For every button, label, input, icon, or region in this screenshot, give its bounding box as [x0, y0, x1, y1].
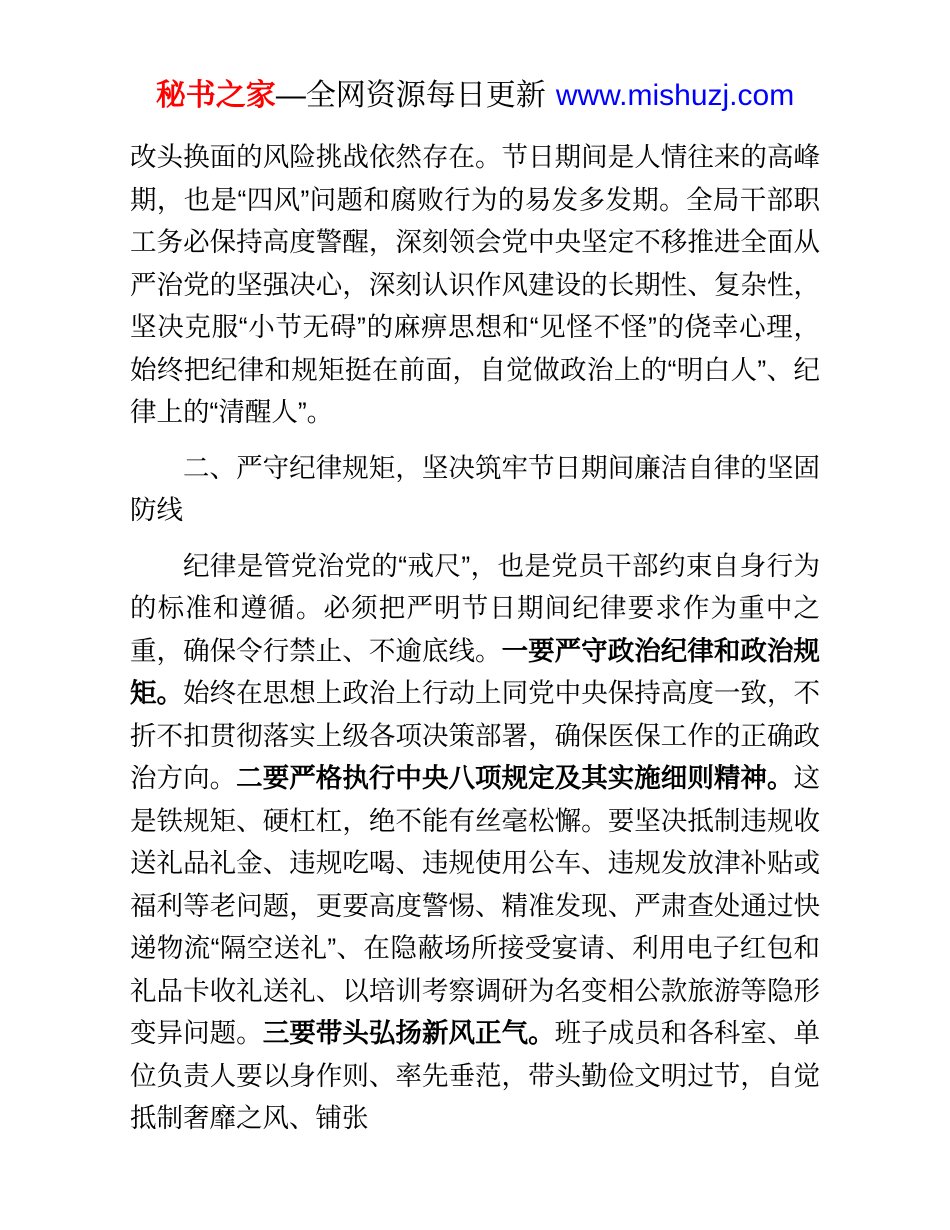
site-brand: 秘书之家 [155, 79, 276, 112]
bold-emphasis: 三要带头弘扬新风正气。 [262, 1018, 555, 1048]
separator-dash: — [275, 79, 306, 112]
site-url: www.mishuzj.com [555, 79, 795, 112]
paragraph-discipline-requirements [130, 545, 820, 1140]
text-run: 始终在思想上政治上行动上同党中央保持高度一致，不折不扣贯彻落实上级各项决策部署，确保医保工作的正确政治方向。 [130, 678, 821, 793]
text-run: 这是铁规矩、硬杠杠，绝不能有丝毫松懈。要坚决抵制违规收送礼品礼金、违规吃喝、违规使用公车、违规发放津补贴或福利等老问题，更要高度警惕、精准发现、严肃查处通过快递物流“隔空送礼”、在隐蔽场所接受宴请、利用电子红包和礼品卡收礼送礼、以培训考察调研为名变相公款旅游等隐形变异问题。 [130, 763, 821, 1048]
text-run: 班子成员和各科室、单位负责人要以身作则、率先垂范，带头勤俭文明过节，自觉抵制奢靡之风、铺张 [130, 1018, 821, 1133]
bold-emphasis: 一要严守政治纪律和政治规矩。 [130, 635, 821, 708]
text-run: 纪律是管党治党的“戒尺”，也是党员干部约束自身行为的标准和遵循。必须把严明节日期间纪律要求作为重中之重，确保令行禁止、不逾底线。 [130, 550, 820, 666]
text-run: 二、严守纪律规矩，坚决筑牢节日期间廉洁自律的坚固防线 [130, 452, 820, 525]
bold-emphasis: 二要严格执行中央八项规定及其实施细则精神。 [236, 763, 794, 793]
paragraph-risk-warning [130, 136, 820, 434]
document-body [130, 136, 820, 1140]
site-banner [0, 0, 950, 116]
section-heading-2 [130, 447, 820, 532]
text-run: 改头换面的风险挑战依然存在。节日期间是人情往来的高峰期，也是“四风”问题和腐败行为的易发多发期。全局干部职工务必保持高度警醒，深刻领会党中央坚定不移推进全面从严治党的坚强决心，深刻认识作风建设的长期性、复杂性，坚决克服“小节无碍”的麻痹思想和“见怪不怪”的侥幸心理，始终把纪律和规矩挺在前面，自觉做政治上的“明白人”、纪律上的“清醒人”。 [130, 142, 820, 427]
site-tagline: 全网资源每日更新 [305, 79, 546, 112]
